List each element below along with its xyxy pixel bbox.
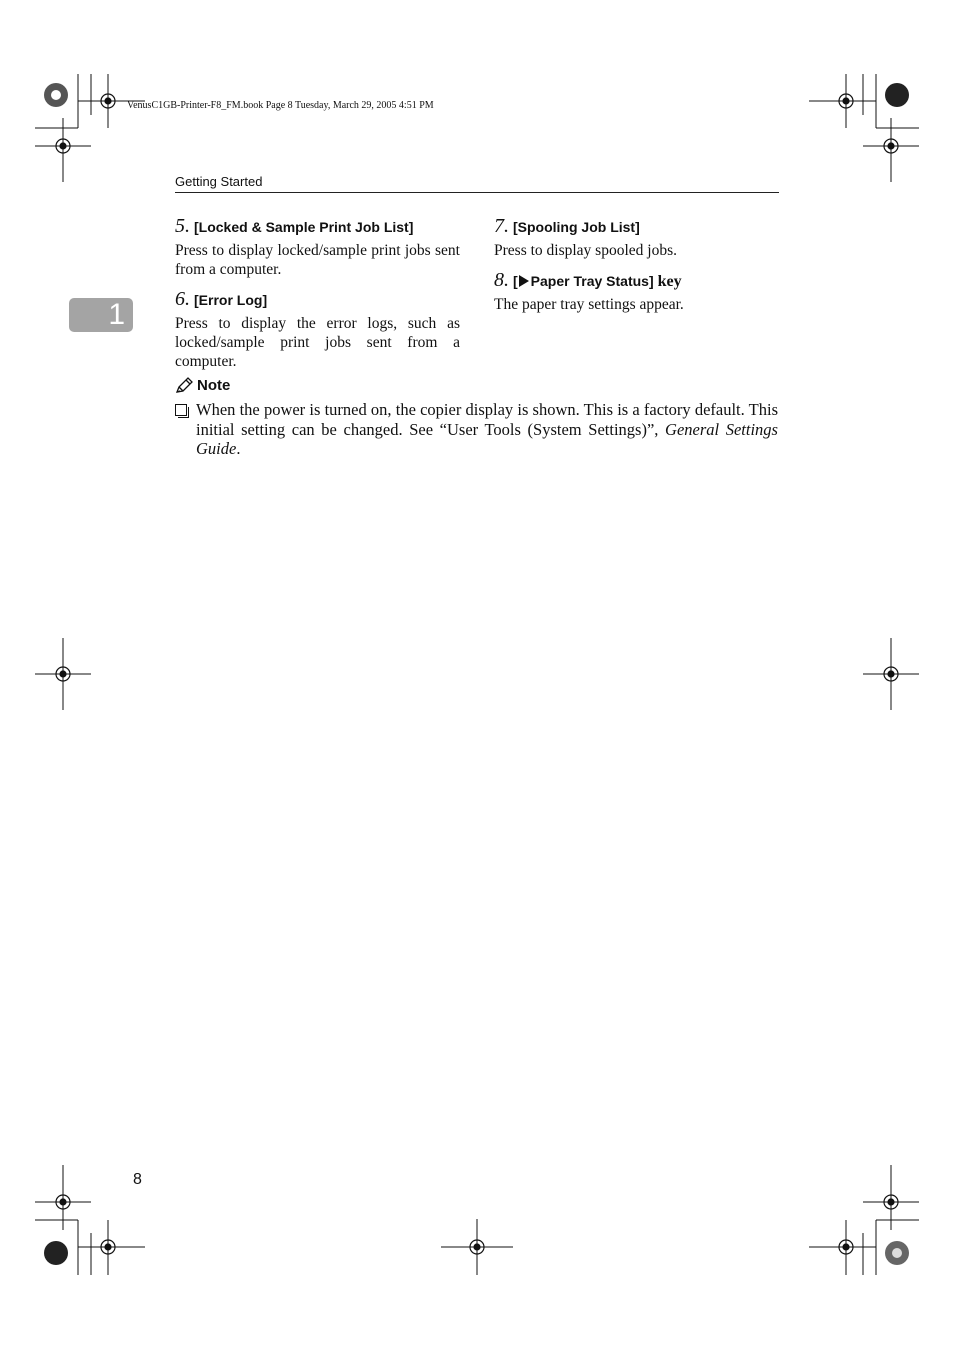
page-number: 8 xyxy=(133,1171,142,1188)
item-label: [Error Log] xyxy=(194,292,268,308)
right-column xyxy=(494,214,779,322)
note-heading xyxy=(175,377,230,394)
item-label: Paper Tray Status] xyxy=(530,273,654,289)
registration-dot-icon xyxy=(888,1199,894,1205)
registration-dot-icon xyxy=(888,671,894,677)
item-title xyxy=(494,268,779,294)
note-reference: General Settings Guide xyxy=(196,419,778,458)
item-label: [Locked & Sample Print Job List] xyxy=(194,219,414,235)
left-column xyxy=(175,214,460,379)
note-text-main: When the power is turned on, the copier display is shown. This is a factory default. This initial setting can be changed. See “User Tools (System Settings)”, xyxy=(196,400,778,439)
list-item xyxy=(175,287,460,371)
checkbox-icon xyxy=(175,404,187,416)
item-description: Press to display spooled jobs. xyxy=(494,242,677,259)
pencil-icon xyxy=(175,377,193,394)
registration-dot-icon xyxy=(60,143,66,149)
registration-dot-icon xyxy=(60,1199,66,1205)
item-description: Press to display locked/sample print jobs sent from a computer. xyxy=(175,242,460,278)
list-item xyxy=(175,214,460,279)
item-number: 5. xyxy=(175,215,190,237)
registration-dot-icon xyxy=(888,143,894,149)
registration-dot-icon xyxy=(105,1244,111,1250)
item-number: 6. xyxy=(175,288,190,310)
item-title xyxy=(494,214,779,240)
registration-dot-icon xyxy=(60,671,66,677)
right-triangle-icon xyxy=(519,275,529,287)
item-title xyxy=(175,287,460,313)
registration-dot-icon xyxy=(474,1244,480,1250)
registration-dot-icon xyxy=(105,98,111,104)
list-item xyxy=(494,214,779,260)
note-text-end: . xyxy=(236,439,241,458)
running-head: Getting Started xyxy=(175,174,263,189)
item-label-open: [ xyxy=(513,273,518,289)
note-item xyxy=(175,400,779,459)
item-label: [Spooling Job List] xyxy=(513,219,640,235)
list-item xyxy=(494,268,779,314)
item-description: Press to display the error logs, such as locked/sample print jobs sent from a computer. xyxy=(175,315,460,370)
item-title xyxy=(175,214,460,240)
note-text xyxy=(196,400,778,459)
item-description: The paper tray settings appear. xyxy=(494,296,684,313)
item-label-suffix: key xyxy=(653,273,682,290)
header-rule xyxy=(175,192,779,193)
item-number: 8. xyxy=(494,269,509,291)
file-slug: VenusC1GB-Printer-F8_FM.book Page 8 Tuesday, March 29, 2005 4:51 PM xyxy=(127,100,434,111)
item-number: 7. xyxy=(494,215,509,237)
registration-dot-icon xyxy=(843,98,849,104)
registration-dot-icon xyxy=(843,1244,849,1250)
chapter-tab: 1 xyxy=(69,298,133,332)
note-title: Note xyxy=(197,377,231,394)
